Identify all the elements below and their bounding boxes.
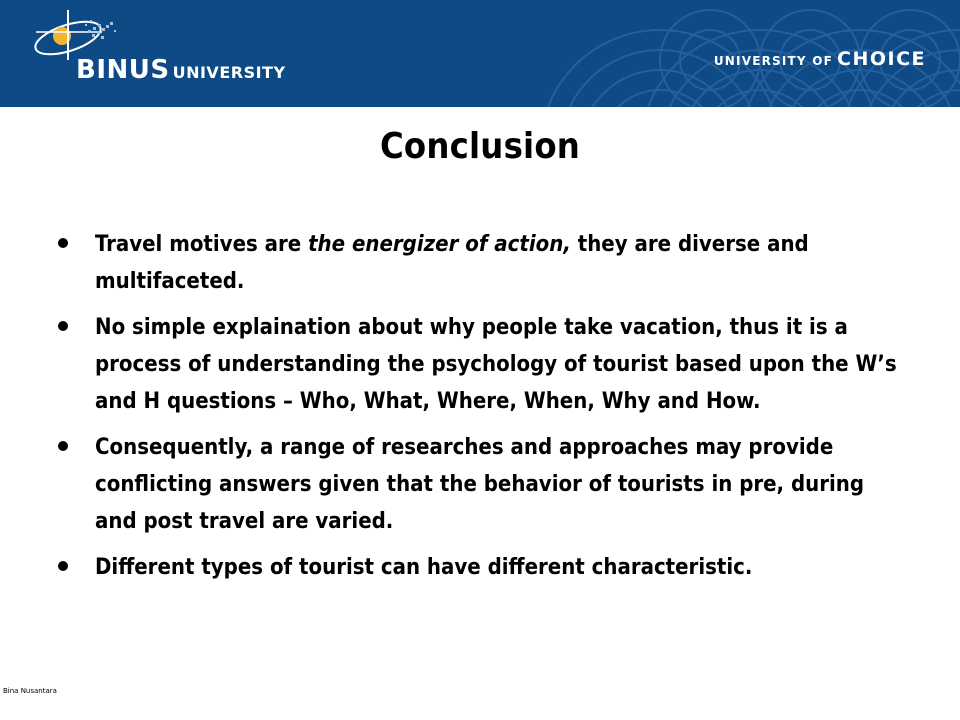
- bullet-item: [58, 429, 904, 540]
- logo-wordmark: [76, 55, 286, 85]
- bullet-list: [58, 226, 904, 595]
- bullet-text: Consequently, a range of researches and approaches may provide conflicting answers given that the behavior of tourists in pre, during and post travel are varied.: [95, 435, 865, 534]
- logo-binus-text: BINUS: [76, 55, 170, 85]
- header-banner: [0, 0, 960, 107]
- bullet-dot-icon: [58, 321, 68, 331]
- tagline-prefix: UNIVERSITY OF: [713, 54, 833, 68]
- bullet-dot-icon: [58, 238, 68, 248]
- bullet-dot-icon: [58, 561, 68, 571]
- binus-logo-icon: [28, 10, 138, 60]
- slide-title: Conclusion: [379, 126, 581, 167]
- bullet-item: [58, 549, 904, 586]
- bullet-text: No simple explaination about why people take vacation, thus it is a process of understanding the psychology of tourist based upon the W’s and H questions – Who, What, Where, When, Why and How.: [95, 315, 897, 414]
- bullet-text: Different types of tourist can have different characteristic.: [95, 555, 753, 580]
- bullet-text: Travel motives are: [95, 232, 309, 257]
- bullet-item: [58, 226, 904, 300]
- tagline: [714, 48, 926, 70]
- bullet-item: [58, 309, 904, 420]
- bullet-text-tail: they are diverse and multifaceted.: [95, 232, 809, 294]
- bullet-emphasis: the energizer of action,: [308, 232, 571, 257]
- logo-university-text: UNIVERSITY: [172, 63, 286, 82]
- bullet-dot-icon: [58, 441, 68, 451]
- tagline-emphasis: CHOICE: [837, 48, 926, 70]
- footer-text: Bina Nusantara: [3, 687, 57, 695]
